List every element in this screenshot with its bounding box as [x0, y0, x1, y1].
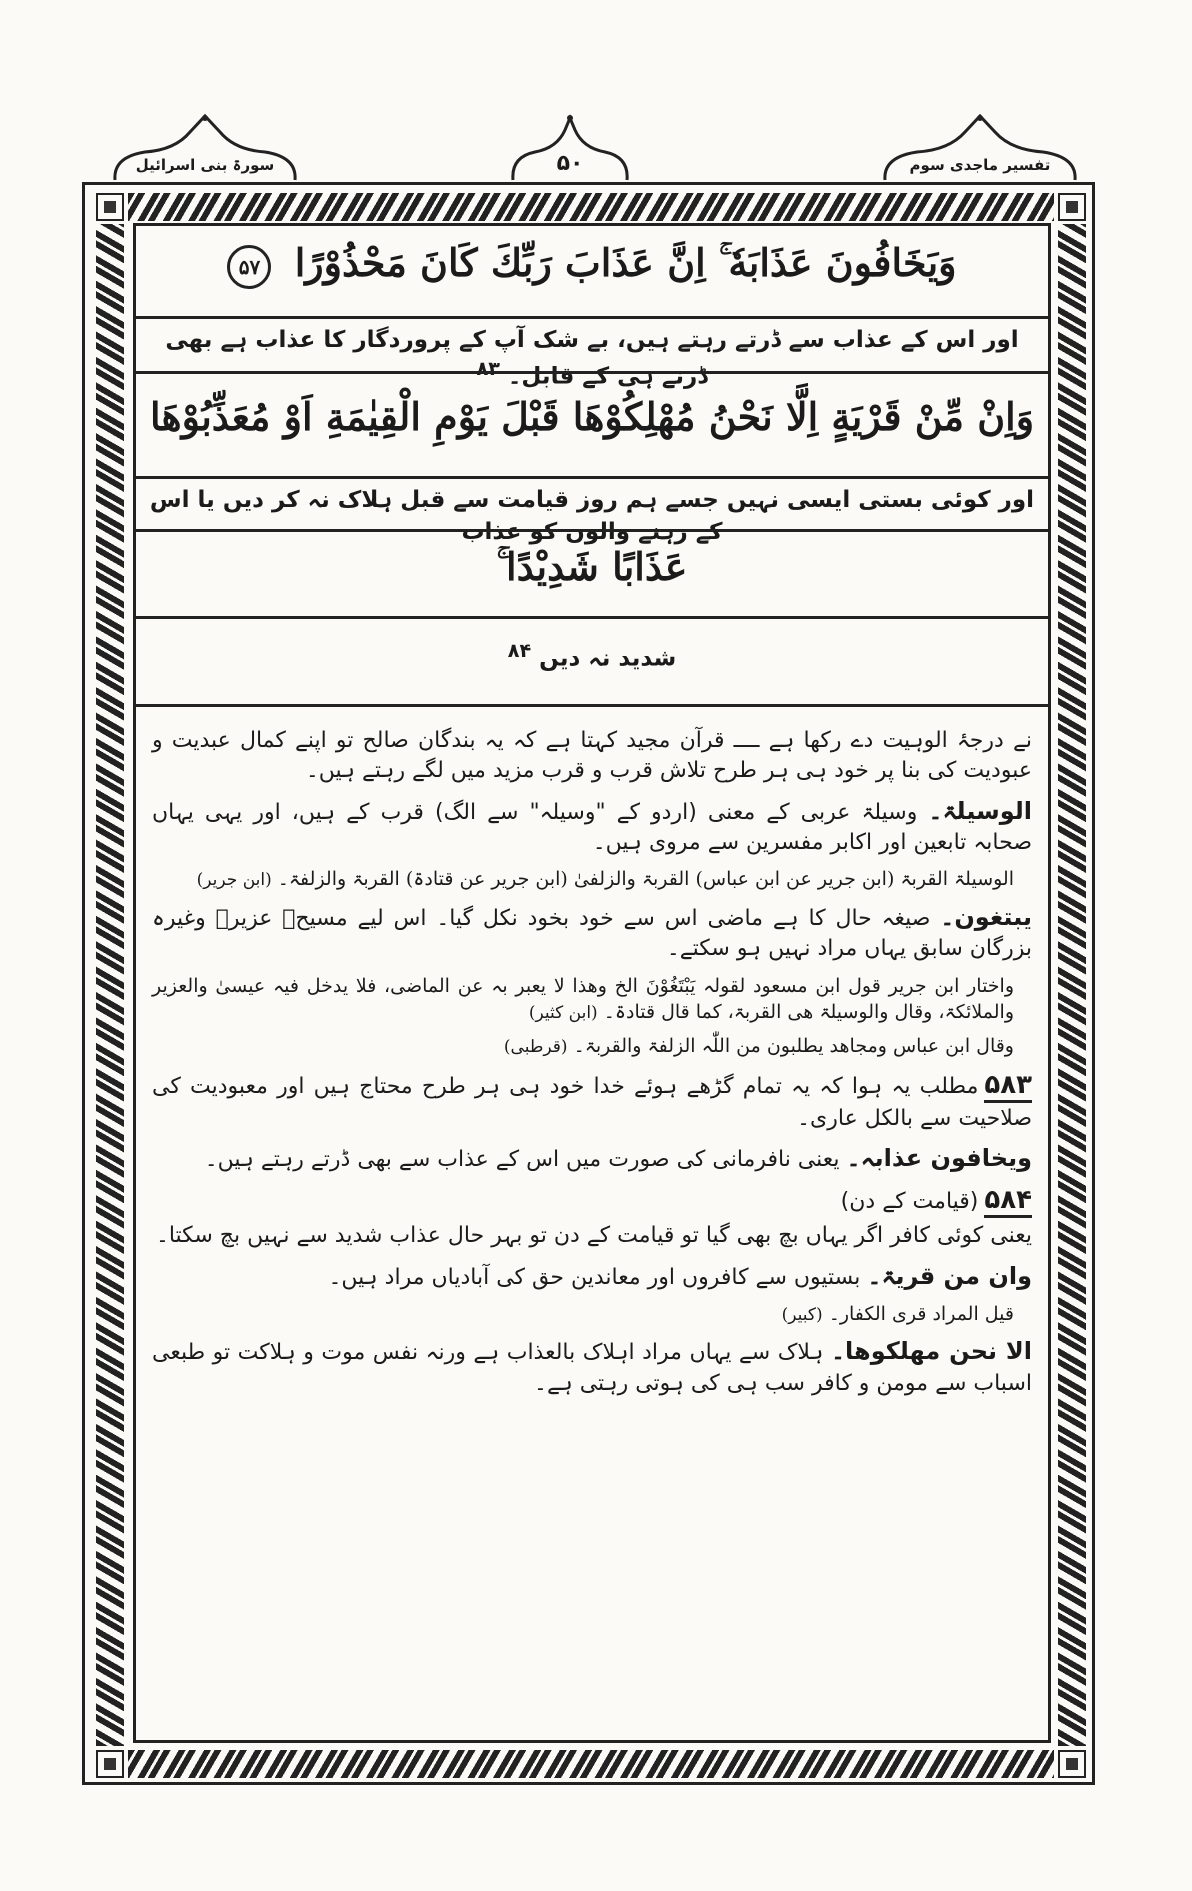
paragraph-text: بستیوں سے کافروں اور معاندین حق کی آبادیاں مراد ہیں۔: [328, 1264, 861, 1290]
surah-name: سورۃ بنی اسرائیل: [135, 156, 275, 174]
commentary-paragraph: [152, 795, 1032, 859]
translation-text: شدید نہ دیں: [539, 645, 677, 672]
paragraph-text: ہلاک سے یہاں مراد اہلاک بالعذاب ہے ورنہ نفس موت و ہلاکت تو طبعی اسباب سے مومن و کافر سب ہی کی ہوتی رہتی ہے۔: [152, 1340, 1032, 1396]
border-braid-bottom: [128, 1750, 1054, 1778]
citation-text: قیل المراد قری الکفار۔: [828, 1302, 1014, 1325]
divider: [136, 529, 1048, 532]
commentary: [152, 726, 1032, 1407]
verse-translation: [136, 324, 1048, 393]
content-box: [133, 223, 1051, 1743]
citation-source: (ابن کثیر): [528, 1002, 598, 1023]
header-page-cartouche: [505, 112, 635, 182]
paragraph-text: یعنی نافرمانی کی صورت میں اس کے عذاب سے بھی ڈرتے رہتے ہیں۔: [204, 1146, 840, 1172]
verse-text: وَيَخَافُونَ عَذَابَهٗ ۚ اِنَّ عَذَابَ رَبِّكَ كَانَ مَحْذُوْرًا: [294, 240, 957, 285]
paragraph-text: یعنی کوئی کافر اگر یہاں بچ بھی گیا تو قیامت کے دن تو بہر حال عذاب شدید سے نہیں بچ سکتا۔: [155, 1223, 1032, 1249]
divider: [136, 476, 1048, 479]
verse-arabic: [136, 394, 1048, 440]
arabic-citation: [152, 973, 1032, 1026]
lemma: یبتغون۔: [940, 902, 1032, 931]
corner-ornament-icon: [96, 193, 124, 221]
paragraph-text: مطلب یہ ہوا کہ یہ تمام گڑھے ہوئے خدا خود ہی ہر طرح محتاج ہیں اور معبودیت کی صلاحیت سے بالکل عاری۔: [152, 1073, 1032, 1131]
verse-arabic-continuation: [136, 544, 1048, 590]
commentary-paragraph: [152, 1335, 1032, 1399]
note-reference: ۸۴: [507, 639, 532, 662]
citation-text: واختار ابن جریر قول ابن مسعود لقولہ یَبْتَغُوْنَ الخ وھذا لا یعبر بہ عن الماضی، فلا یدخل فیہ عیسیٰ والعزیر والملائکۃ، وقال والوسیلۃ ھی القربۃ، کما قال قتادۃ۔: [152, 974, 1014, 1023]
arabic-citation: [152, 1301, 1032, 1327]
commentary-paragraph: [152, 901, 1032, 965]
translation-text: اور اس کے عذاب سے ڈرتے رہتے ہیں، بے شک آپ کے پروردگار کا عذاب ہے بھی ڈرنے ہی کے قابل۔: [165, 327, 1019, 390]
verse-text: وَاِنْ مِّنْ قَرْيَةٍ اِلَّا نَحْنُ مُهْلِكُوْهَا قَبْلَ يَوْمِ الْقِيٰمَةِ اَوْ مُعَذِّبُوْهَا: [149, 394, 1035, 439]
commentary-paragraph: [152, 726, 1032, 787]
header-surah-cartouche: [105, 112, 305, 182]
commentary-paragraph: [152, 1260, 1032, 1293]
citation-text: وقال ابن عباس ومجاھد یطلبون من اللّٰہ الزلفۃ والقربۃ۔: [573, 1035, 1014, 1058]
citation-source: (کبیر): [781, 1304, 823, 1325]
verse-arabic: [136, 240, 1048, 289]
paragraph-text: وسیلۃ عربی کے معنی (اردو کے "وسیلہ" سے الگ) قرب کے ہیں، اور یہی یہاں صحابہ تابعین اور اکابر مفسرین سے مروی ہیں۔: [152, 799, 1032, 856]
border-braid-left: [96, 224, 124, 1746]
note-number: ۵۸۳: [984, 1070, 1032, 1103]
lemma: وان من قریۃ۔: [867, 1261, 1032, 1290]
border-braid-top: [128, 193, 1054, 221]
paragraph-text: (قیامت کے دن): [840, 1189, 979, 1215]
note-number: ۵۸۴: [984, 1185, 1032, 1218]
lemma: الوسیلۃ۔: [928, 796, 1032, 825]
citation-source: (قرطبی): [503, 1037, 568, 1058]
divider: [136, 316, 1048, 319]
paragraph-text: نے درجۂ الوہیت دے رکھا ہے ــــ قرآن مجید کہتا ہے کہ یہ بندگان صالح تو اپنے کمال عبدیت و عبودیت کی بنا پر خود ہی ہر طرح تلاش قرب و قرب مزید میں لگے رہتے ہیں۔: [152, 728, 1032, 784]
commentary-paragraph: [152, 1142, 1032, 1175]
border-braid-right: [1058, 224, 1086, 1746]
divider: [136, 616, 1048, 619]
corner-ornament-icon: [1058, 193, 1086, 221]
commentary-paragraph: [152, 1183, 1032, 1219]
commentary-paragraph: [152, 1221, 1032, 1251]
arabic-citation: [152, 866, 1032, 892]
book-title: تفسیر ماجدی سوم: [909, 156, 1051, 174]
verse-text: عَذَابًا شَدِيْدًا ۚ: [496, 544, 688, 589]
verse-translation-continuation: [136, 638, 1048, 675]
arabic-citation: [152, 1033, 1032, 1059]
lemma: ویخافون عذابہ۔: [846, 1143, 1032, 1172]
note-reference: ۸۳: [476, 357, 500, 381]
commentary-paragraph: [152, 1068, 1032, 1134]
header-book-cartouche: [875, 112, 1085, 182]
divider: [136, 704, 1048, 707]
citation-source: (ابن جریر): [196, 870, 272, 891]
citation-text: الوسیلۃ القربۃ (ابن جریر عن ابن عباس) القربۃ والزلفیٰ (ابن جریر عن قتادۃ) القربۃ والزلفۃ۔: [277, 868, 1014, 891]
verse-translation: [136, 484, 1048, 548]
corner-ornament-icon: [1058, 1750, 1086, 1778]
translation-text: اور کوئی بستی ایسی نہیں جسے ہم روز قیامت سے قبل ہلاک نہ کر دیں یا اس کے رہنے والوں کو عذاب: [149, 487, 1035, 546]
page-number: ۵۰: [556, 151, 584, 176]
corner-ornament-icon: [96, 1750, 124, 1778]
lemma: الا نحن مھلکوھا۔: [830, 1337, 1032, 1366]
divider: [136, 371, 1048, 374]
ayah-number-badge: ۵۷: [227, 245, 271, 289]
paragraph-text: صیغہ حال کا ہے ماضی اس سے خود بخود نکل گیا۔ اس لیے مسیحؑ عزیرؑ وغیرہ بزرگان سابق یہاں مراد نہیں ہو سکتے۔: [152, 905, 1032, 962]
